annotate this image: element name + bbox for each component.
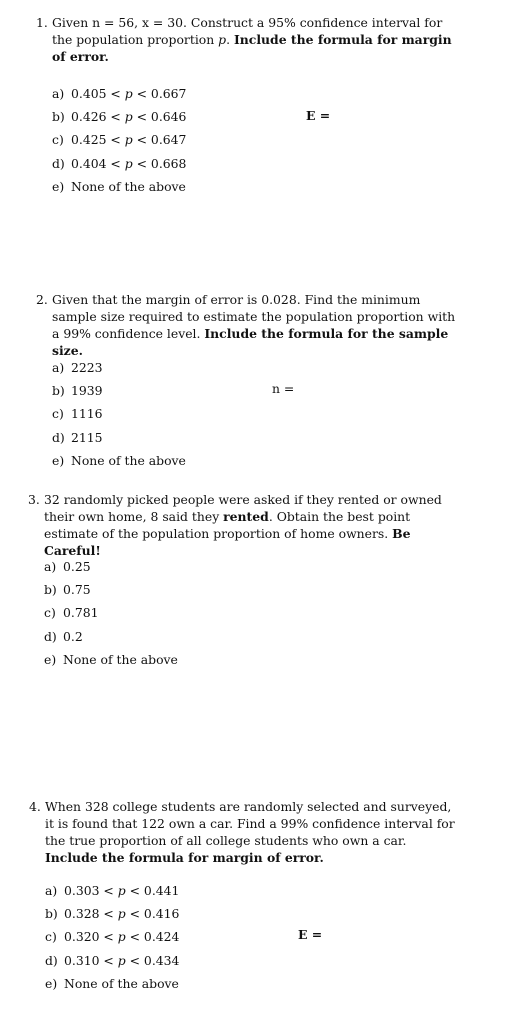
question-text: Given n = 56, x = 30. Construct a 95% confidence interval for the population proportion bbox=[52, 15, 443, 47]
question-text-cont: . Obtain the best point estimate of the population proportion of home owners. bbox=[44, 509, 411, 541]
choice-c[interactable]: c) 0.320 < p < 0.424 bbox=[45, 929, 180, 945]
choices-list bbox=[52, 356, 186, 472]
choice-e[interactable]: e) None of the above bbox=[45, 975, 179, 991]
choice-e[interactable]: e) None of the above bbox=[52, 178, 186, 194]
choice-b[interactable]: b) 0.75 bbox=[44, 582, 91, 598]
answer-blank-margin-of-error[interactable]: E = bbox=[306, 108, 331, 123]
question-text: When 328 college students are randomly selected and surveyed, it is found that 122 own a car. Find a 99% confidence interval for the true proportion of all college students who own a car. bbox=[45, 799, 455, 848]
choice-d[interactable]: d) 0.404 < p < 0.668 bbox=[52, 155, 187, 171]
choice-a[interactable]: a) 2223 bbox=[52, 360, 103, 375]
question-number: 2. bbox=[36, 292, 48, 307]
question-4-stem bbox=[29, 798, 457, 866]
question-number: 4. bbox=[29, 799, 41, 814]
question-instruction: Include the formula for the sample size. bbox=[52, 326, 449, 358]
question-instruction: Be Careful! bbox=[44, 526, 411, 558]
question-instruction: Include the formula for margin of error. bbox=[52, 32, 452, 64]
choice-c[interactable]: c) 0.781 bbox=[44, 605, 99, 621]
choice-b[interactable]: b) 1939 bbox=[52, 383, 103, 399]
choice-a[interactable]: a) 0.405 < p < 0.667 bbox=[52, 86, 187, 101]
choice-d[interactable]: d) 0.2 bbox=[44, 628, 83, 644]
question-2-stem bbox=[36, 291, 464, 359]
choice-a[interactable]: a) 0.303 < p < 0.441 bbox=[45, 883, 180, 898]
question-number: 3. bbox=[28, 492, 40, 507]
answer-blank-margin-of-error[interactable]: E = bbox=[298, 927, 323, 942]
question-text: 32 randomly picked people were asked if they rented or owned their own home, 8 said they bbox=[44, 492, 442, 524]
question-number: 1. bbox=[36, 15, 48, 30]
choice-c[interactable]: c) 0.425 < p < 0.647 bbox=[52, 132, 187, 148]
choice-d[interactable]: d) 0.310 < p < 0.434 bbox=[45, 952, 180, 968]
question-text-end: . bbox=[226, 32, 234, 47]
answer-blank-sample-size[interactable]: n = bbox=[272, 381, 295, 396]
question-keyword: rented bbox=[223, 509, 269, 524]
choice-c[interactable]: c) 1116 bbox=[52, 406, 103, 422]
choices-list bbox=[44, 555, 178, 671]
choice-a[interactable]: a) 0.25 bbox=[44, 559, 91, 574]
choices-list bbox=[52, 82, 186, 198]
question-instruction: Include the formula for margin of error. bbox=[45, 850, 324, 865]
question-3-stem bbox=[28, 491, 456, 559]
choice-b[interactable]: b) 0.328 < p < 0.416 bbox=[45, 906, 180, 922]
choice-e[interactable]: e) None of the above bbox=[44, 651, 178, 667]
choice-b[interactable]: b) 0.426 < p < 0.646 bbox=[52, 109, 187, 125]
choice-d[interactable]: d) 2115 bbox=[52, 429, 103, 445]
question-variable: p bbox=[218, 32, 227, 47]
choices-list bbox=[45, 879, 179, 995]
choice-e[interactable]: e) None of the above bbox=[52, 452, 186, 468]
question-1-stem bbox=[36, 14, 464, 65]
question-text: Given that the margin of error is 0.028. Find the minimum sample size required to estimate the population proportion with a 99% confidence level. bbox=[52, 292, 456, 341]
